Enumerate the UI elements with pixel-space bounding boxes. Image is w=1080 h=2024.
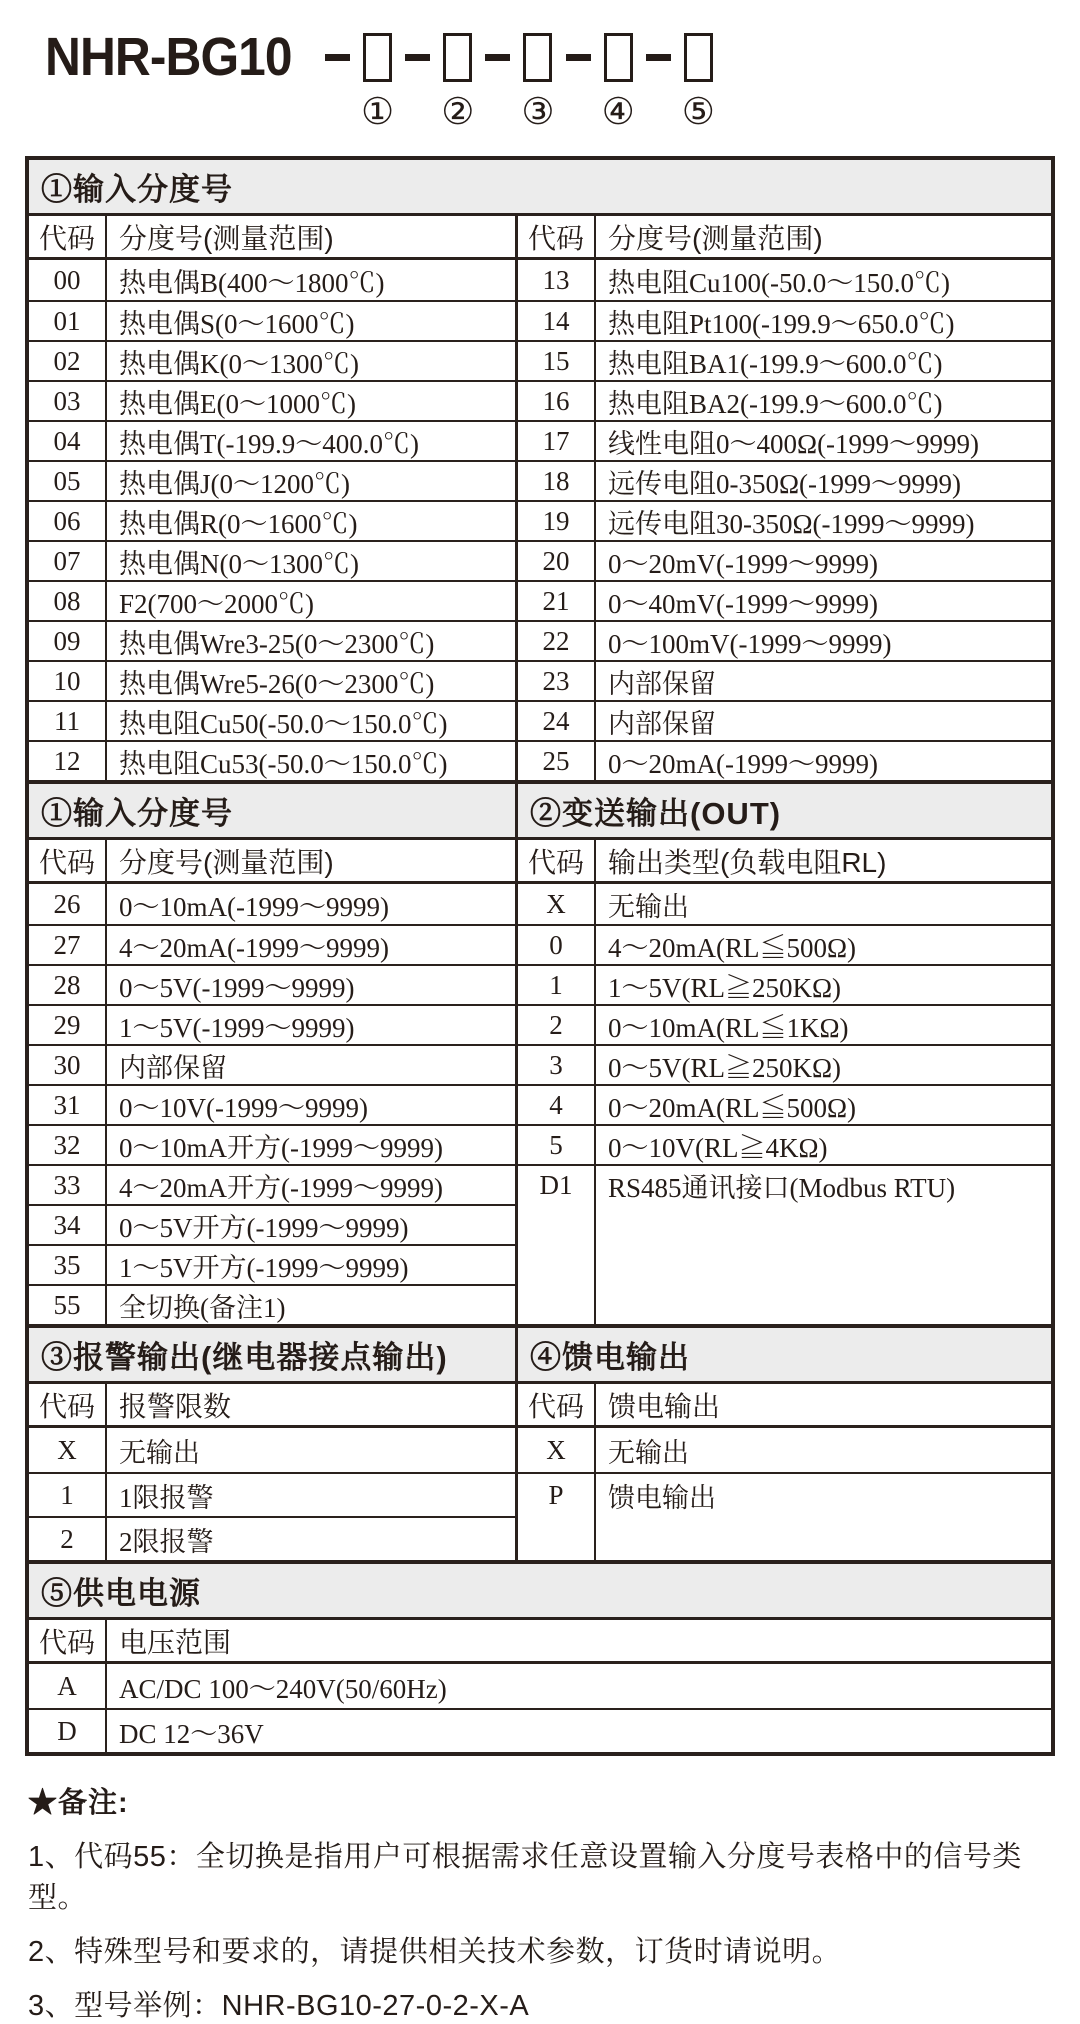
desc-cell: 全切换(备注1) bbox=[119, 1292, 286, 1323]
desc-column-header: 分度号(测量范围) bbox=[608, 222, 823, 254]
desc-cell: 0～5V(-1999～9999) bbox=[119, 972, 355, 1003]
code-cell: 01 bbox=[29, 302, 107, 340]
table-row bbox=[29, 700, 515, 740]
dash-separator bbox=[325, 54, 350, 61]
code-cell: 1 bbox=[518, 966, 596, 1004]
code-cell: 16 bbox=[518, 382, 596, 420]
desc-cell: 热电阻Cu53(-50.0～150.0℃) bbox=[119, 748, 448, 779]
table-row bbox=[29, 1004, 515, 1044]
table-row bbox=[29, 580, 515, 620]
desc-cell: 1～5V(-1999～9999) bbox=[119, 1012, 355, 1043]
model-code-slots bbox=[325, 33, 715, 130]
column-header-row bbox=[29, 216, 515, 260]
table-row bbox=[29, 380, 515, 420]
section-3-alarm-output bbox=[29, 1328, 515, 1560]
desc-cell: 热电偶R(0～1600℃) bbox=[119, 508, 358, 539]
slot-number: ② bbox=[441, 91, 475, 132]
code-cell: X bbox=[29, 1428, 107, 1472]
table-row bbox=[518, 884, 1051, 924]
desc-cell: 0～100mV(-1999～9999) bbox=[608, 628, 892, 659]
table-row bbox=[518, 420, 1051, 460]
desc-cell: 热电阻Pt100(-199.9～650.0℃) bbox=[608, 308, 955, 339]
code-cell: 04 bbox=[29, 422, 107, 460]
table-row bbox=[518, 1084, 1051, 1124]
code-rows bbox=[29, 1428, 515, 1560]
code-cell: 09 bbox=[29, 622, 107, 660]
section-3-header: ③报警输出(继电器接点输出) bbox=[29, 1328, 515, 1384]
desc-cell: 热电偶B(400～1800℃) bbox=[119, 267, 385, 298]
desc-cell: 馈电输出 bbox=[608, 1482, 716, 1513]
empty-filler-cell bbox=[518, 1204, 1051, 1324]
table-row bbox=[518, 340, 1051, 380]
table-row bbox=[518, 740, 1051, 780]
table-row bbox=[518, 1124, 1051, 1164]
desc-column-header: 分度号(测量范围) bbox=[119, 222, 334, 254]
slot-number: ① bbox=[361, 91, 395, 132]
code-cell: 32 bbox=[29, 1126, 107, 1164]
code-slot bbox=[682, 33, 715, 130]
section-4-header: ④馈电输出 bbox=[518, 1328, 1051, 1384]
table-row bbox=[29, 740, 515, 780]
code-cell: 30 bbox=[29, 1046, 107, 1084]
section-input-codes-1 bbox=[29, 160, 1051, 780]
code-cell: A bbox=[29, 1664, 107, 1708]
desc-cell: 无输出 bbox=[119, 1437, 200, 1468]
desc-cell: 热电阻Cu50(-50.0～150.0℃) bbox=[119, 708, 448, 739]
column-header-row bbox=[518, 840, 1051, 884]
table-row bbox=[518, 924, 1051, 964]
desc-column-header: 报警限数 bbox=[119, 1390, 232, 1422]
desc-cell: 1限报警 bbox=[119, 1482, 214, 1513]
empty-filler-cell bbox=[518, 1516, 1051, 1560]
code-column-header: 代码 bbox=[29, 1620, 107, 1661]
code-cell: 03 bbox=[29, 382, 107, 420]
code-cell: 2 bbox=[518, 1006, 596, 1044]
section-alarm-and-excitation bbox=[29, 1324, 1051, 1560]
desc-cell: 热电阻Cu100(-50.0～150.0℃) bbox=[608, 267, 950, 298]
code-cell: 06 bbox=[29, 502, 107, 540]
desc-cell: 热电偶N(0～1300℃) bbox=[119, 548, 359, 579]
code-cell: 19 bbox=[518, 502, 596, 540]
slot-number: ③ bbox=[521, 91, 555, 132]
code-cell: D1 bbox=[518, 1166, 596, 1204]
code-cell: 12 bbox=[29, 742, 107, 780]
desc-cell: F2(700～2000℃) bbox=[119, 588, 314, 619]
code-cell: 5 bbox=[518, 1126, 596, 1164]
code-cell: 0 bbox=[518, 926, 596, 964]
code-box bbox=[363, 33, 392, 82]
dash-separator bbox=[485, 54, 510, 61]
desc-cell: 0～20mV(-1999～9999) bbox=[608, 548, 878, 579]
code-cell: X bbox=[518, 1428, 596, 1472]
remarks-list bbox=[28, 1834, 1080, 2024]
table-row bbox=[518, 540, 1051, 580]
desc-cell: 热电偶E(0～1000℃) bbox=[119, 388, 356, 419]
code-cell: 35 bbox=[29, 1246, 107, 1284]
dash-separator bbox=[566, 54, 591, 61]
desc-cell: 远传电阻30-350Ω(-1999～9999) bbox=[608, 508, 975, 539]
table-row bbox=[518, 260, 1051, 300]
desc-cell: DC 12～36V bbox=[119, 1718, 264, 1749]
column-header-row bbox=[29, 840, 515, 884]
table-row bbox=[29, 620, 515, 660]
code-cell: 08 bbox=[29, 582, 107, 620]
model-name: NHR-BG10 bbox=[45, 27, 292, 87]
table-row bbox=[29, 1084, 515, 1124]
slot-number: ⑤ bbox=[681, 91, 715, 132]
code-slot bbox=[602, 33, 635, 130]
code-cell: 23 bbox=[518, 662, 596, 700]
code-cell: 00 bbox=[29, 260, 107, 300]
column-header-row bbox=[518, 1384, 1051, 1428]
desc-cell: 0～5V开方(-1999～9999) bbox=[119, 1212, 409, 1243]
code-cell: 15 bbox=[518, 342, 596, 380]
remark-item: 3、型号举例：NHR-BG10-27-0-2-X-A bbox=[28, 1990, 530, 2022]
code-box bbox=[684, 33, 713, 82]
table-row bbox=[518, 460, 1051, 500]
desc-cell: AC/DC 100～240V(50/60Hz) bbox=[119, 1673, 447, 1704]
section-4-excitation-output bbox=[515, 1328, 1051, 1560]
desc-cell: 热电偶J(0～1200℃) bbox=[119, 468, 350, 499]
desc-cell: 热电偶Wre3-25(0～2300℃) bbox=[119, 628, 435, 659]
table-row bbox=[518, 620, 1051, 660]
code-cell: 14 bbox=[518, 302, 596, 340]
code-cell: 26 bbox=[29, 884, 107, 924]
code-cell: 27 bbox=[29, 926, 107, 964]
desc-cell: 4～20mA(-1999～9999) bbox=[119, 932, 389, 963]
desc-cell: 0～10V(RL≧4KΩ) bbox=[608, 1132, 828, 1163]
code-cell: 33 bbox=[29, 1166, 107, 1204]
table-row bbox=[29, 1244, 515, 1284]
section-2-right-half bbox=[515, 784, 1051, 1324]
desc-column-header: 电压范围 bbox=[119, 1626, 232, 1658]
desc-cell: 0～10mA(-1999～9999) bbox=[119, 891, 389, 922]
code-cell: 22 bbox=[518, 622, 596, 660]
table-row bbox=[29, 924, 515, 964]
column-header-row bbox=[29, 1620, 1051, 1664]
table-row bbox=[29, 884, 515, 924]
desc-cell: 内部保留 bbox=[608, 668, 716, 699]
code-cell: 02 bbox=[29, 342, 107, 380]
table-row bbox=[29, 1284, 515, 1324]
code-column-header: 代码 bbox=[29, 216, 107, 257]
desc-cell: 热电偶K(0～1300℃) bbox=[119, 348, 359, 379]
table-row bbox=[29, 964, 515, 1004]
section-input-codes-2-and-output bbox=[29, 780, 1051, 1324]
section-1-left-half bbox=[29, 216, 515, 780]
table-row bbox=[29, 1124, 515, 1164]
code-cell: 13 bbox=[518, 260, 596, 300]
section-5-header: ⑤供电电源 bbox=[29, 1564, 1051, 1620]
code-cell: 18 bbox=[518, 462, 596, 500]
desc-cell: 1～5V(RL≧250KΩ) bbox=[608, 972, 842, 1003]
code-cell: 3 bbox=[518, 1046, 596, 1084]
code-cell: 05 bbox=[29, 462, 107, 500]
section-power-supply bbox=[29, 1560, 1051, 1752]
desc-cell: 1～5V开方(-1999～9999) bbox=[119, 1252, 409, 1283]
code-cell: 20 bbox=[518, 542, 596, 580]
code-rows bbox=[518, 884, 1051, 1204]
code-cell: 17 bbox=[518, 422, 596, 460]
table-row bbox=[29, 540, 515, 580]
section-2-right-header: ②变送输出(OUT) bbox=[518, 784, 1051, 840]
table-row bbox=[29, 500, 515, 540]
code-cell: P bbox=[518, 1474, 596, 1516]
remark-item: 1、代码55：全切换是指用户可根据需求任意设置输入分度号表格中的信号类型。 bbox=[28, 1841, 1022, 1914]
slot-number: ④ bbox=[601, 91, 635, 132]
table-row bbox=[518, 1044, 1051, 1084]
desc-cell: 0～10V(-1999～9999) bbox=[119, 1092, 368, 1123]
desc-cell: 远传电阻0-350Ω(-1999～9999) bbox=[608, 468, 962, 499]
desc-cell: 无输出 bbox=[608, 1437, 689, 1468]
code-rows bbox=[518, 1428, 1051, 1516]
code-box bbox=[604, 33, 633, 82]
table-row bbox=[518, 700, 1051, 740]
table-row bbox=[29, 300, 515, 340]
table-row bbox=[29, 460, 515, 500]
code-box bbox=[523, 33, 552, 82]
desc-cell: 热电偶Wre5-26(0～2300℃) bbox=[119, 668, 435, 699]
section-2-left-half bbox=[29, 784, 515, 1324]
code-box bbox=[443, 33, 472, 82]
table-row bbox=[29, 1516, 515, 1560]
remark-item: 2、特殊型号和要求的，请提供相关技术参数，订货时请说明。 bbox=[28, 1936, 842, 1968]
table-row bbox=[518, 580, 1051, 620]
code-slot bbox=[521, 33, 554, 130]
desc-cell: 0～20mA(RL≦500Ω) bbox=[608, 1092, 857, 1123]
code-cell: X bbox=[518, 884, 596, 924]
desc-cell: 热电偶T(-199.9～400.0℃) bbox=[119, 428, 419, 459]
desc-cell: RS485通讯接口(Modbus RTU) bbox=[608, 1172, 956, 1203]
desc-cell: 0～20mA(-1999～9999) bbox=[608, 748, 878, 779]
code-cell: 34 bbox=[29, 1206, 107, 1244]
remarks-block bbox=[28, 1780, 1080, 2024]
code-rows bbox=[29, 884, 515, 1324]
desc-column-header: 馈电输出 bbox=[608, 1390, 721, 1422]
table-row bbox=[518, 1472, 1051, 1516]
desc-cell: 内部保留 bbox=[608, 708, 716, 739]
code-cell: 28 bbox=[29, 966, 107, 1004]
table-row bbox=[518, 380, 1051, 420]
table-row bbox=[29, 660, 515, 700]
table-row bbox=[518, 1004, 1051, 1044]
desc-cell: 内部保留 bbox=[119, 1052, 227, 1083]
code-column-header: 代码 bbox=[518, 216, 596, 257]
column-header-row bbox=[29, 1384, 515, 1428]
code-column-header: 代码 bbox=[29, 840, 107, 881]
table-row bbox=[29, 1664, 1051, 1708]
code-column-header: 代码 bbox=[518, 1384, 596, 1425]
code-cell: 25 bbox=[518, 742, 596, 780]
code-column-header: 代码 bbox=[518, 840, 596, 881]
desc-cell: 2限报警 bbox=[119, 1526, 214, 1557]
code-rows bbox=[518, 260, 1051, 780]
desc-cell: 线性电阻0～400Ω(-1999～9999) bbox=[608, 428, 980, 459]
table-row bbox=[29, 1044, 515, 1084]
desc-cell: 0～10mA开方(-1999～9999) bbox=[119, 1132, 443, 1163]
table-row bbox=[518, 1164, 1051, 1204]
table-row bbox=[29, 1164, 515, 1204]
desc-cell: 0～10mA(RL≦1KΩ) bbox=[608, 1012, 849, 1043]
model-code-diagram bbox=[45, 0, 1080, 130]
code-cell: 55 bbox=[29, 1286, 107, 1324]
desc-cell: 0～40mV(-1999～9999) bbox=[608, 588, 878, 619]
desc-cell: 4～20mA(RL≦500Ω) bbox=[608, 932, 857, 963]
table-row bbox=[29, 1204, 515, 1244]
desc-cell: 热电阻BA1(-199.9～600.0℃) bbox=[608, 348, 943, 379]
section-2-left-header: ①输入分度号 bbox=[29, 784, 515, 840]
selection-table bbox=[25, 156, 1055, 1756]
code-cell: 31 bbox=[29, 1086, 107, 1124]
desc-cell: 4～20mA开方(-1999～9999) bbox=[119, 1172, 443, 1203]
desc-cell: 0～5V(RL≧250KΩ) bbox=[608, 1052, 842, 1083]
code-rows bbox=[29, 1664, 1051, 1752]
code-cell: 2 bbox=[29, 1518, 107, 1560]
code-cell: 29 bbox=[29, 1006, 107, 1044]
code-slot bbox=[361, 33, 394, 130]
code-cell: 21 bbox=[518, 582, 596, 620]
section-1-right-half bbox=[515, 216, 1051, 780]
code-cell: D bbox=[29, 1710, 107, 1752]
table-row bbox=[29, 420, 515, 460]
dash-separator bbox=[646, 54, 671, 61]
code-column-header: 代码 bbox=[29, 1384, 107, 1425]
desc-column-header: 分度号(测量范围) bbox=[119, 846, 334, 878]
table-row bbox=[518, 300, 1051, 340]
table-row bbox=[518, 500, 1051, 540]
table-row bbox=[518, 1428, 1051, 1472]
table-row bbox=[29, 1708, 1051, 1752]
code-rows bbox=[29, 260, 515, 780]
table-row bbox=[29, 260, 515, 300]
code-cell: 24 bbox=[518, 702, 596, 740]
table-row bbox=[29, 1428, 515, 1472]
code-cell: 1 bbox=[29, 1474, 107, 1516]
remarks-title: ★备注: bbox=[28, 1787, 129, 1819]
desc-cell: 热电偶S(0～1600℃) bbox=[119, 308, 355, 339]
desc-cell: 无输出 bbox=[608, 891, 689, 922]
desc-cell: 热电阻BA2(-199.9～600.0℃) bbox=[608, 388, 943, 419]
table-row bbox=[518, 660, 1051, 700]
code-cell: 07 bbox=[29, 542, 107, 580]
desc-column-header: 输出类型(负载电阻RL) bbox=[608, 846, 887, 878]
code-slot bbox=[441, 33, 474, 130]
table-row bbox=[29, 1472, 515, 1516]
dash-separator bbox=[405, 54, 430, 61]
code-cell: 4 bbox=[518, 1086, 596, 1124]
table-row bbox=[518, 964, 1051, 1004]
section-1-header: ①输入分度号 bbox=[29, 160, 1051, 216]
code-cell: 11 bbox=[29, 702, 107, 740]
table-row bbox=[29, 340, 515, 380]
column-header-row bbox=[518, 216, 1051, 260]
code-cell: 10 bbox=[29, 662, 107, 700]
